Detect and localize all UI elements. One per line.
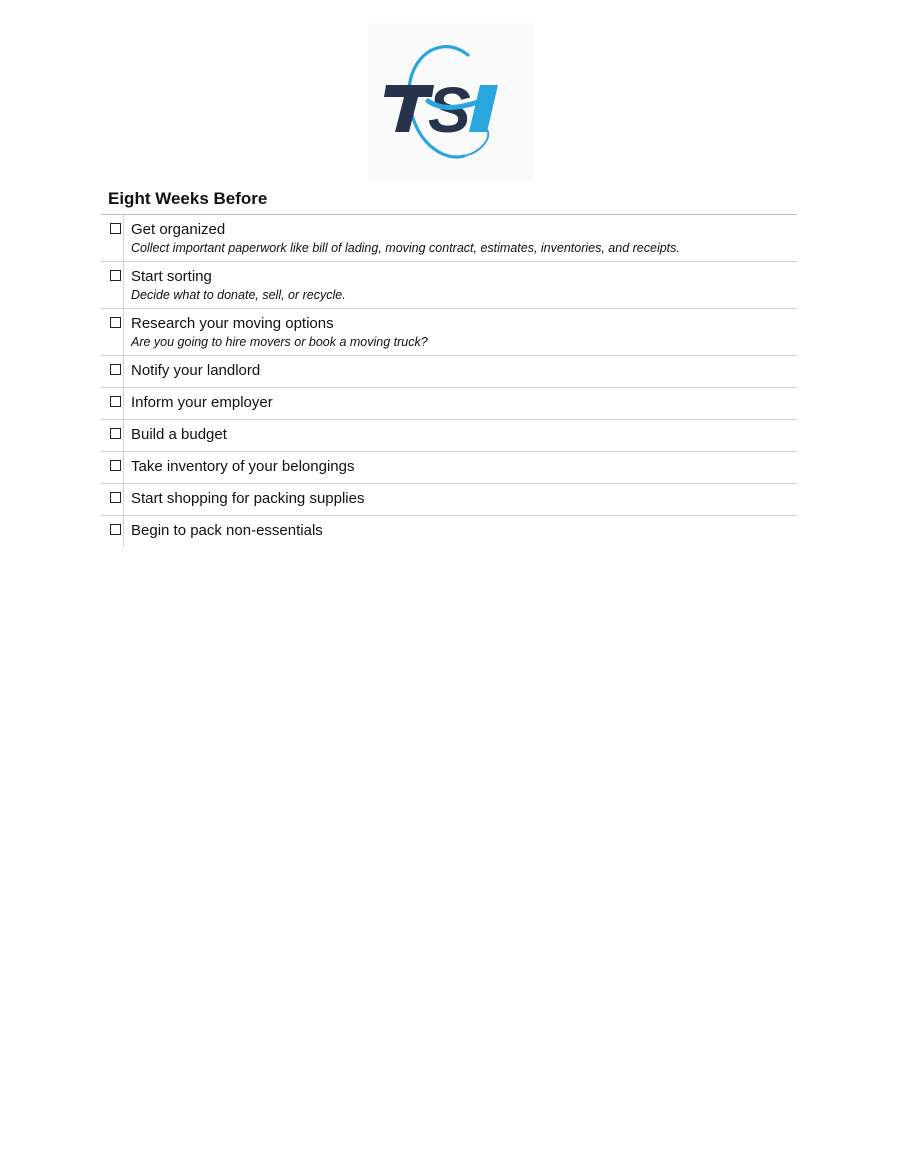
checklist-item xyxy=(101,215,797,262)
item-title: Notify your landlord xyxy=(131,362,261,379)
item-title: Research your moving options xyxy=(131,315,334,332)
checklist-item xyxy=(101,452,797,484)
section-title: Eight Weeks Before xyxy=(101,184,797,215)
tsi-logo xyxy=(368,22,534,180)
checkbox[interactable] xyxy=(110,524,121,535)
checklist-item xyxy=(101,484,797,516)
item-text xyxy=(131,388,273,419)
item-text xyxy=(131,356,260,387)
item-text xyxy=(131,215,680,261)
moving-checklist xyxy=(101,184,797,547)
checkbox[interactable] xyxy=(110,396,121,407)
item-text xyxy=(131,516,323,547)
item-title: Start sorting xyxy=(131,268,212,285)
item-title: Begin to pack non-essentials xyxy=(131,522,323,539)
checklist-item xyxy=(101,388,797,420)
checkbox[interactable] xyxy=(110,317,121,328)
checkbox[interactable] xyxy=(110,492,121,503)
item-description: Are you going to hire movers or book a moving truck? xyxy=(131,335,428,349)
item-title: Build a budget xyxy=(131,426,227,443)
item-description: Decide what to donate, sell, or recycle. xyxy=(131,288,346,302)
item-title: Take inventory of your belongings xyxy=(131,458,355,475)
checkbox[interactable] xyxy=(110,460,121,471)
item-text xyxy=(131,262,346,308)
checklist-item xyxy=(101,516,797,547)
item-text xyxy=(131,309,428,355)
checkbox[interactable] xyxy=(110,428,121,439)
checkbox[interactable] xyxy=(110,364,121,375)
svg-text:S: S xyxy=(428,74,471,146)
checklist-item xyxy=(101,356,797,388)
item-text xyxy=(131,452,354,483)
item-description: Collect important paperwork like bill of lading, moving contract, estimates, inventories, and receipts. xyxy=(131,241,680,255)
item-title: Get organized xyxy=(131,221,226,238)
checkbox[interactable] xyxy=(110,223,121,234)
checklist-item xyxy=(101,309,797,356)
checklist-items xyxy=(101,215,797,547)
checklist-item xyxy=(101,420,797,452)
item-title: Inform your employer xyxy=(131,394,273,411)
item-text xyxy=(131,484,364,515)
checklist-item xyxy=(101,262,797,309)
checkbox[interactable] xyxy=(110,270,121,281)
item-title: Start shopping for packing supplies xyxy=(131,490,365,507)
item-text xyxy=(131,420,227,451)
